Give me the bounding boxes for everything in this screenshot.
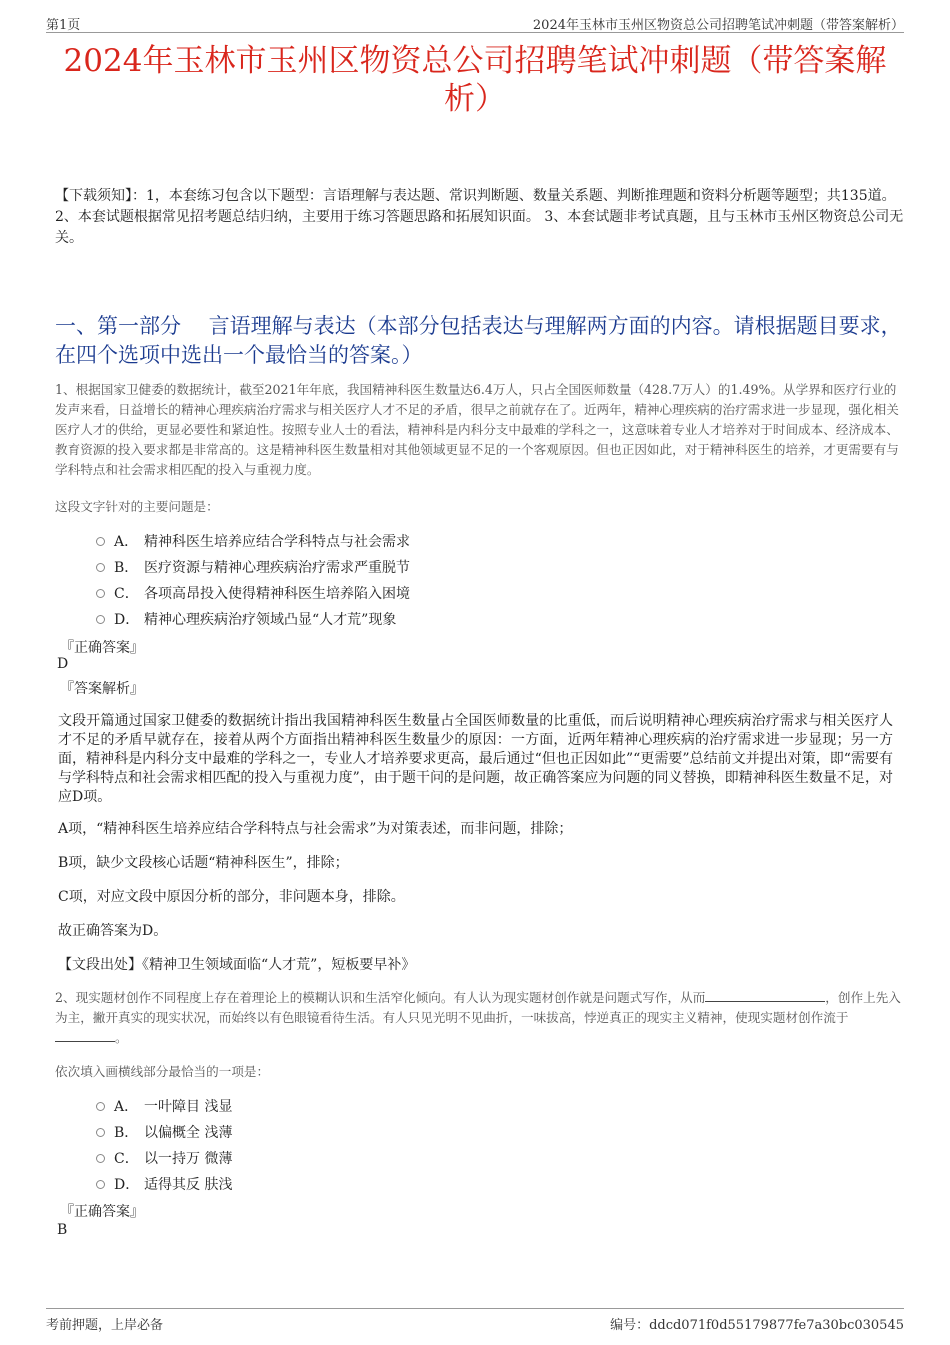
analysis-note-a: A项，“精神科医生培养应结合学科特点与社会需求”为对策表述，而非问题，排除；	[58, 821, 573, 837]
download-notice: 【下载须知】：1，本套练习包含以下题型：言语理解与表达题、常识判断题、数量关系题、判断推理题和资料分析题等题型；共135道。 2、本套试题根据常见招考题总结归纳，主要用于练习答题思路和拓展知识面。 3、本套试题非考试真题，且与玉林市玉州区物资总公司无关。	[55, 188, 904, 246]
analysis-label: 『答案解析』	[60, 681, 144, 697]
analysis-conclusion: 故正确答案为D。	[58, 923, 168, 939]
question-1-text: 1、根据国家卫健委的数据统计，截至2021年年底，我国精神科医生数量达6.4万人，只占全国医师数量（428.7万人）的1.49%。从学界和医疗行业的发声来看，日益增长的精神心理疾病治疗需求与相关医疗人才不足的矛盾，很早之前就存在了。近两年，精神心理疾病的治疗需求进一步显现，强化相关医疗人才的供给，更显必要性和紧迫性。按照专业人士的看法，精神科是内科分支中最难的学科之一，这意味着专业人才培养对于时间成本、经济成本、教育资源的投入要求都是非常高的。这是精神科医生数量相对其他领域更显不足的一个客观原因。但也正因如此，对于精神科医生的培养，才更需要有与学科特点和社会需求相匹配的投入与重视力度。	[55, 382, 899, 477]
radio-icon[interactable]	[96, 1180, 105, 1189]
answer-value: B	[57, 1222, 68, 1238]
answer-label: 『正确答案』	[60, 1204, 144, 1220]
radio-icon[interactable]	[96, 537, 105, 546]
option-d[interactable]: D． 精神心理疾病治疗领域凸显“人才荒”现象	[96, 606, 896, 632]
question-2-text: 2、现实题材创作不同程度上存在着理论上的模糊认识和生活窄化倾向。有人认为现实题材创作就是问题式写作，从而 ，创作上先入为主，撇开真实的现实状况，而始终以有色眼镜看待生活。有人只见光明不见曲折，一味拔高，悖逆真正的现实主义精神，使现实题材创作流于。	[55, 990, 901, 1045]
option-c[interactable]: C． 各项高昂投入使得精神科医生培养陷入困境	[96, 580, 896, 606]
question-1-prompt: 这段文字针对的主要问题是：	[55, 499, 219, 514]
radio-icon[interactable]	[96, 1128, 105, 1137]
question-2-options	[96, 1093, 896, 1197]
analysis-note-b: B项，缺少文段核心话题“精神科医生”，排除；	[58, 855, 349, 871]
option-c[interactable]: C． 以一持万 微薄	[96, 1145, 896, 1171]
question-1-options	[96, 528, 896, 632]
header-doc-title: 2024年玉林市玉州区物资总公司招聘笔试冲刺题（带答案解析）	[532, 18, 904, 33]
footer-slogan: 考前押题，上岸必备	[46, 1318, 164, 1333]
fill-blank	[55, 1028, 115, 1042]
radio-icon[interactable]	[96, 589, 105, 598]
option-b[interactable]: B． 以偏概全 浅薄	[96, 1119, 896, 1145]
analysis-text: 文段开篇通过国家卫健委的数据统计指出我国精神科医生数量占全国医师数量的比重低，而后说明精神心理疾病治疗需求与相关医疗人才不足的矛盾早就存在，接着从两个方面指出精神科医生数量少的原因：一方面，近两年精神心理疾病的治疗需求进一步显现；另一方面，精神科是内科分支中最难的学科之一，专业人才培养要求更高，最后通过“但也正因如此”“更需要”总结前文并提出对策，即“需要有与学科特点和社会需求相匹配的投入与重视力度”，由于题干问的是问题，故正确答案应为问题的同义替换，即精神科医生数量不足，对应D项。	[58, 713, 893, 805]
footer-serial: 编号：ddcd071f0d55179877fe7a30bc030545	[610, 1318, 904, 1333]
page-header	[46, 12, 904, 33]
analysis-note-c: C项，对应文段中原因分析的部分，非问题本身，排除。	[58, 889, 405, 905]
answer-label: 『正确答案』	[60, 640, 144, 656]
answer-value: D	[57, 656, 69, 672]
option-b[interactable]: B． 医疗资源与精神心理疾病治疗需求严重脱节	[96, 554, 896, 580]
option-a[interactable]: A． 精神科医生培养应结合学科特点与社会需求	[96, 528, 896, 554]
section-heading: 一、第一部分 言语理解与表达（本部分包括表达与理解两方面的内容。请根据题目要求，在四个选项中选出一个最恰当的答案。）	[55, 314, 902, 367]
option-a[interactable]: A． 一叶障目 浅显	[96, 1093, 896, 1119]
fill-blank	[705, 988, 825, 1002]
option-d[interactable]: D． 适得其反 肤浅	[96, 1171, 896, 1197]
page-footer	[46, 1308, 904, 1333]
source-citation: 【文段出处】《精神卫生领域面临“人才荒”，短板要早补》	[58, 957, 416, 973]
document-title: 2024年玉林市玉州区物资总公司招聘笔试冲刺题（带答案解析）	[63, 43, 887, 117]
page-number: 第1页	[46, 18, 81, 33]
radio-icon[interactable]	[96, 1102, 105, 1111]
radio-icon[interactable]	[96, 615, 105, 624]
question-2-prompt: 依次填入画横线部分最恰当的一项是：	[55, 1064, 270, 1079]
radio-icon[interactable]	[96, 563, 105, 572]
radio-icon[interactable]	[96, 1154, 105, 1163]
